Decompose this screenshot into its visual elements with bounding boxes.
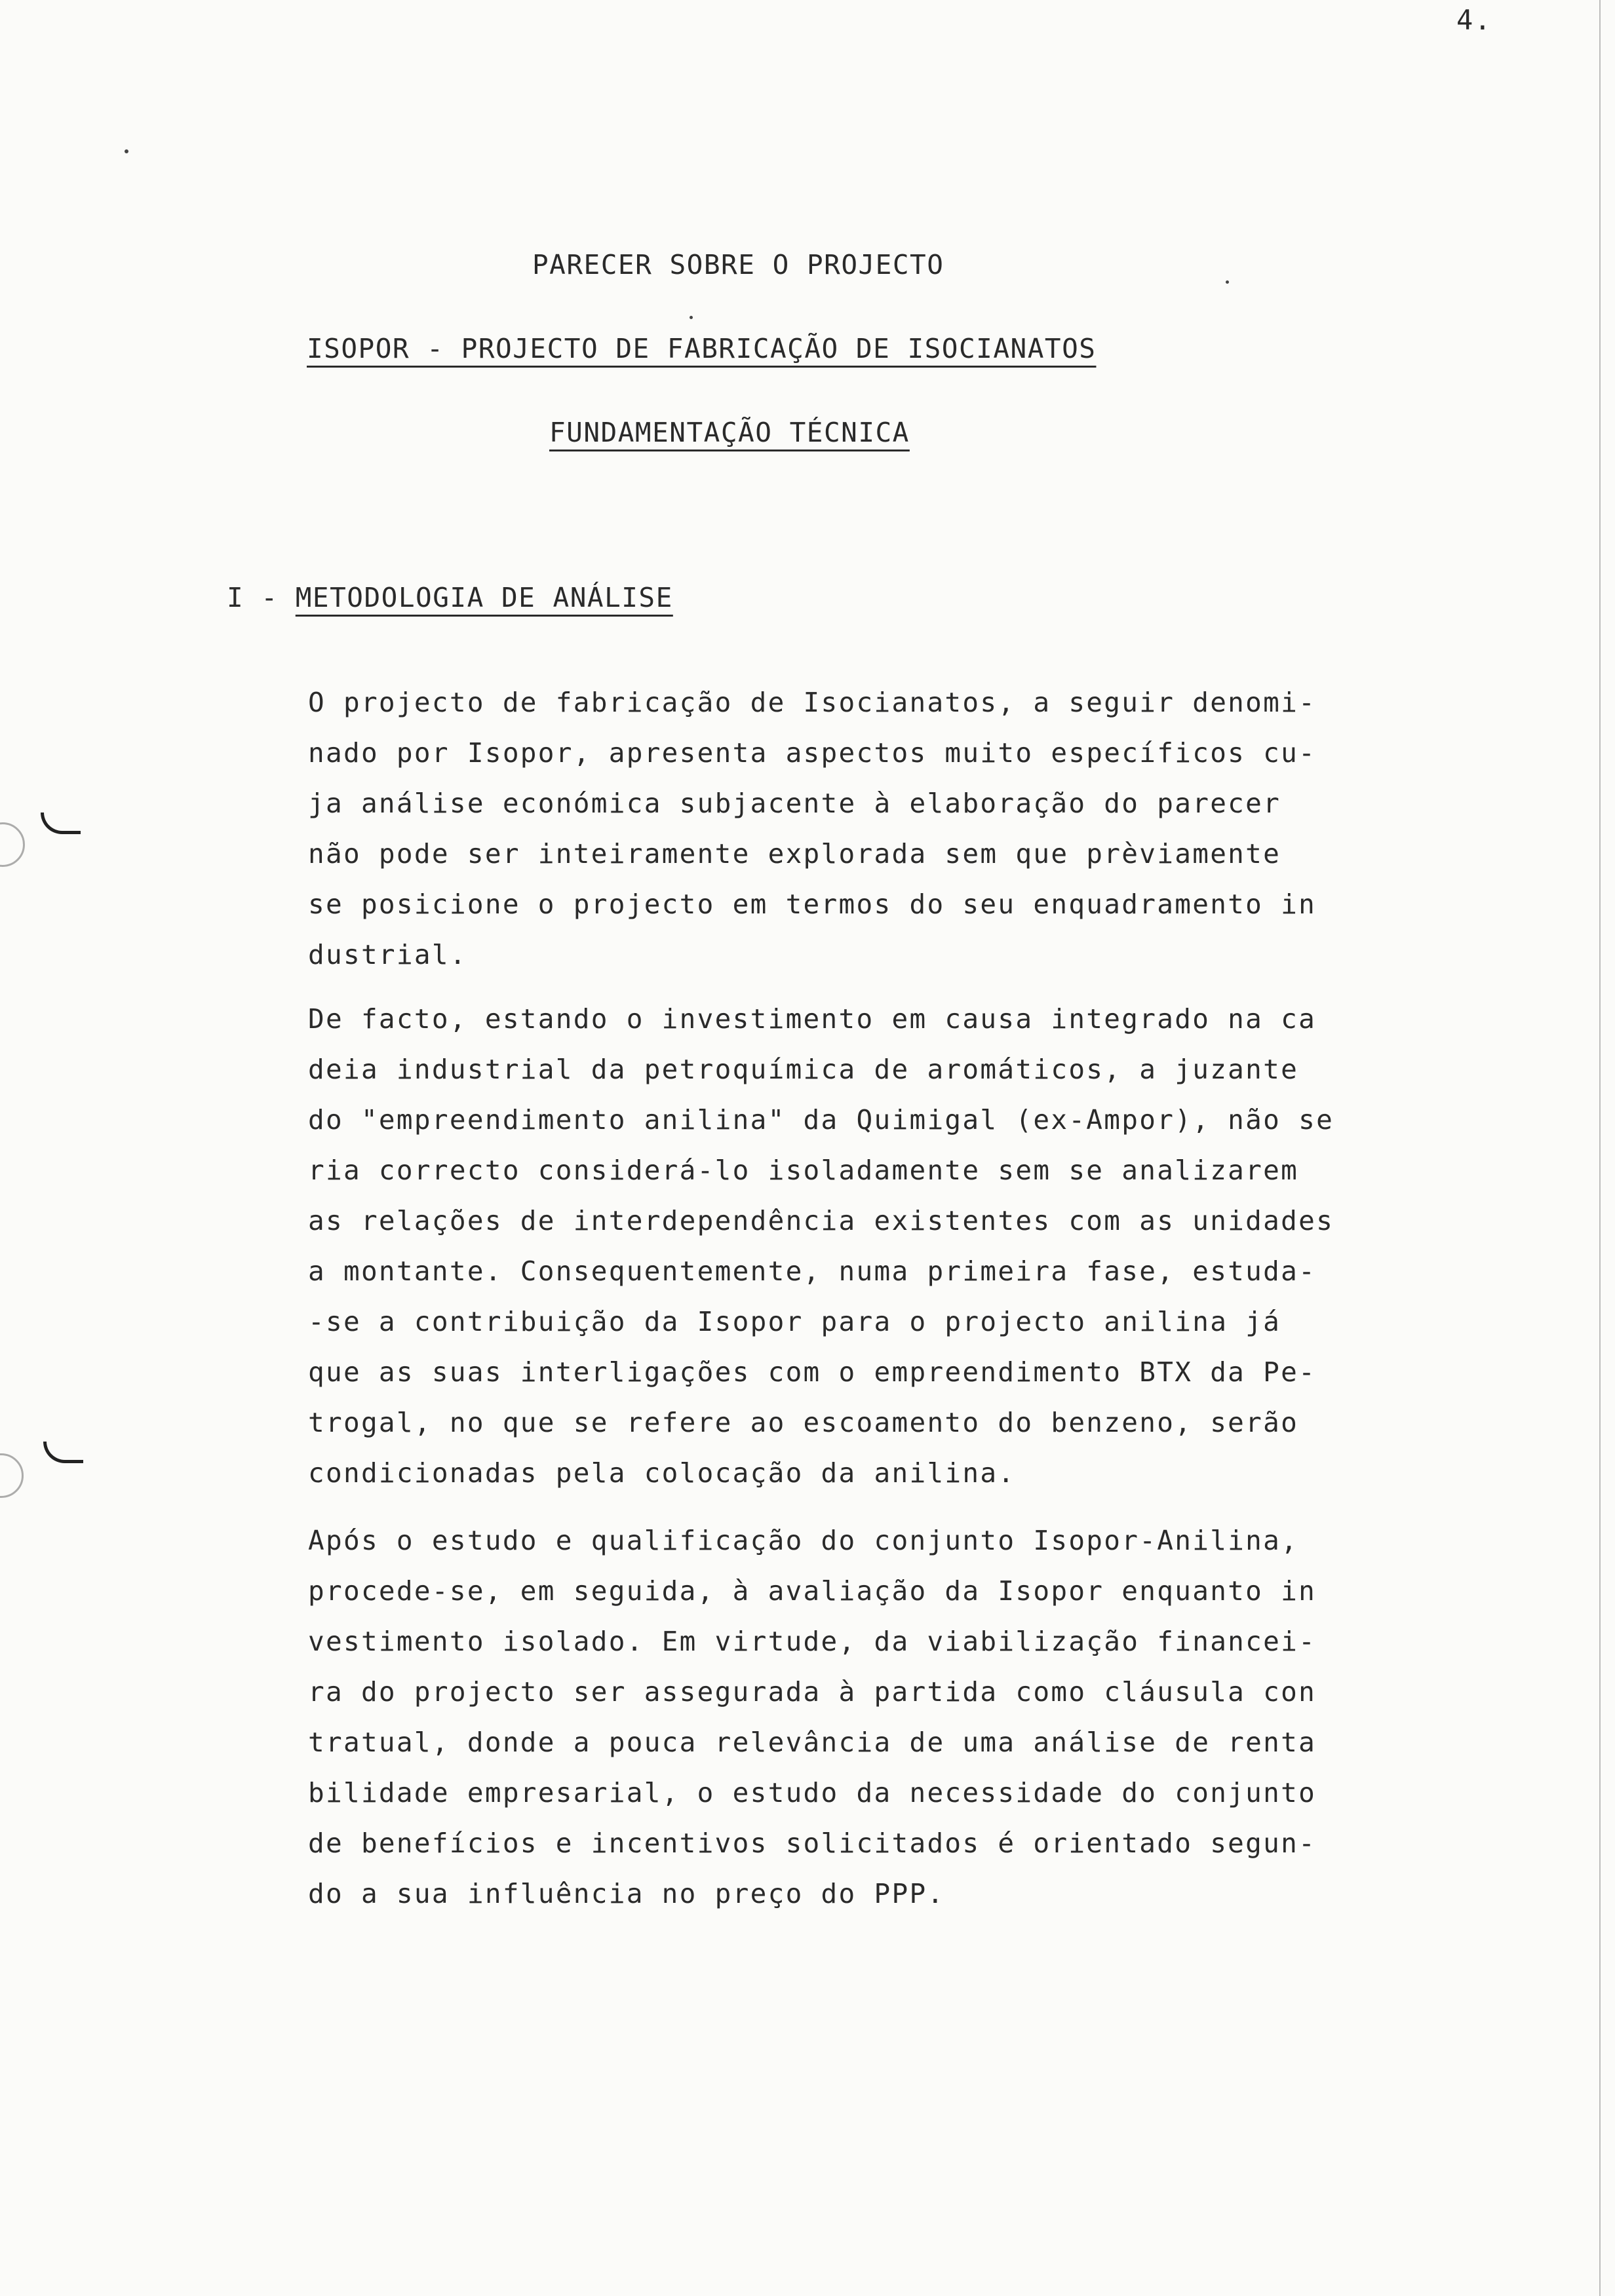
paragraph-line: bilidade empresarial, o estudo da necessidade do conjunto (308, 1777, 1317, 1808)
page-number: 4. (1456, 4, 1492, 36)
paragraph-line: de benefícios e incentivos solicitados é orientado segun- (308, 1827, 1317, 1859)
paragraph-line: nado por Isopor, apresenta aspectos muito específicos cu- (308, 737, 1317, 769)
paragraph-line: trogal, no que se refere ao escoamento do benzeno, serão (308, 1407, 1299, 1438)
paragraph-line: Após o estudo e qualificação do conjunto Isopor-Anilina, (308, 1525, 1299, 1556)
speck (125, 149, 128, 153)
heading-line: ISOPOR - PROJECTO DE FABRICAÇÃO DE ISOCIANATOS (307, 333, 1097, 364)
paragraph-line: do a sua influência no preço do PPP. (308, 1878, 945, 1909)
paragraph-line: tratual, donde a pouca relevância de uma análise de renta (308, 1727, 1317, 1758)
paragraph-line: se posicione o projecto em termos do seu enquadramento in (308, 889, 1317, 920)
heading-line: FUNDAMENTAÇÃO TÉCNICA (549, 417, 910, 448)
paragraph-line: ria correcto considerá-lo isoladamente sem se analizarem (308, 1155, 1299, 1186)
paragraph-line: ja análise económica subjacente à elaboração do parecer (308, 788, 1281, 819)
paragraph (308, 994, 1488, 1499)
paragraph-line: não pode ser inteiramente explorada sem que prèviamente (308, 838, 1281, 870)
paragraph (308, 1516, 1488, 1919)
heading-line: PARECER SOBRE O PROJECTO (532, 249, 944, 280)
staple-mark-bottom (43, 1442, 83, 1463)
paragraph (308, 678, 1488, 980)
section-number: I - (227, 582, 279, 613)
punch-hole-bottom (0, 1453, 24, 1498)
section-title: METODOLOGIA DE ANÁLISE (295, 582, 673, 613)
paragraph-line: as relações de interdependência existentes com as unidades (308, 1205, 1334, 1236)
speck (1226, 280, 1229, 284)
punch-hole-top (0, 822, 25, 867)
paragraph-line: vestimento isolado. Em virtude, da viabilização financei- (308, 1626, 1317, 1657)
paragraph-line: ra do projecto ser assegurada à partida como cláusula con (308, 1676, 1317, 1708)
paragraph-line: deia industrial da petroquímica de aromáticos, a juzante (308, 1054, 1299, 1085)
paragraph-line: dustrial. (308, 939, 467, 970)
paragraph-line: De facto, estando o investimento em causa integrado na ca (308, 1003, 1317, 1035)
staple-mark-top (41, 813, 81, 834)
paragraph-line: O projecto de fabricação de Isocianatos, a seguir denomi- (308, 687, 1317, 718)
paragraph-line: -se a contribuição da Isopor para o projecto anilina já (308, 1306, 1281, 1337)
section-heading (227, 582, 673, 613)
paragraph-line: procede-se, em seguida, à avaliação da Isopor enquanto in (308, 1575, 1317, 1607)
speck (690, 316, 693, 319)
paragraph-line: que as suas interligações com o empreendimento BTX da Pe- (308, 1356, 1317, 1388)
paragraph-line: a montante. Consequentemente, numa primeira fase, estuda- (308, 1255, 1317, 1287)
paragraph-line: do "empreendimento anilina" da Quimigal (ex-Ampor), não se (308, 1104, 1334, 1136)
page-edge-shadow (1599, 0, 1601, 2296)
paragraph-line: condicionadas pela colocação da anilina. (308, 1457, 1016, 1489)
